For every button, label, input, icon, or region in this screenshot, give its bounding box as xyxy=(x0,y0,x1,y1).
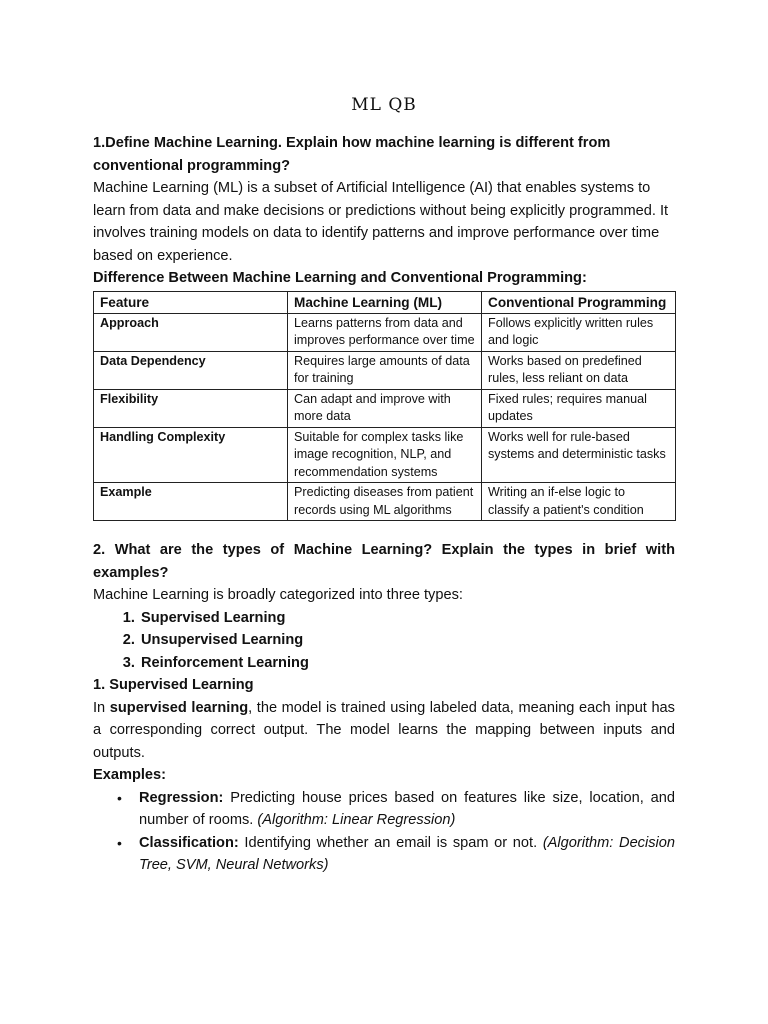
table-cell-ml: Suitable for complex tasks like image recognition, NLP, and recommendation systems xyxy=(288,427,482,483)
table-header-row xyxy=(94,291,676,313)
examples-list xyxy=(93,787,675,877)
section-spacer xyxy=(93,521,675,539)
example-algorithm: (Algorithm: Linear Regression) xyxy=(257,812,456,828)
table-cell-conventional: Follows explicitly written rules and logic xyxy=(482,313,676,351)
supervised-paragraph xyxy=(93,697,675,765)
bullet-icon: • xyxy=(117,789,122,806)
example-term: Classification: xyxy=(139,834,239,851)
table-header-cell: Conventional Programming xyxy=(482,291,676,313)
table-row xyxy=(94,483,676,521)
text-run-bold: supervised learning xyxy=(109,699,249,716)
table-title: Difference Between Machine Learning and Conventional Programming: xyxy=(93,270,587,286)
question-2: 2. What are the types of Machine Learning? Explain the types in brief with examples? xyxy=(93,542,675,581)
table-cell-conventional: Works based on predefined rules, less reliant on data xyxy=(482,351,676,389)
list-item xyxy=(117,787,675,832)
table-row xyxy=(94,389,676,427)
text-run: In xyxy=(93,699,110,716)
example-desc: Identifying whether an email is spam or not. xyxy=(238,834,543,851)
table-row xyxy=(94,427,676,483)
document-page xyxy=(93,92,675,877)
table-cell-ml: Predicting diseases from patient records using ML algorithms xyxy=(288,483,482,521)
table-row xyxy=(94,313,676,351)
table-cell-feature: Example xyxy=(94,483,288,521)
example-algorithm: (Algorithm: Decision Tree, SVM, Neural Networks) xyxy=(139,834,675,873)
example-desc: Predicting house prices based on features like size, location, and number of rooms. xyxy=(139,789,675,828)
comparison-table xyxy=(93,291,676,522)
examples-label: Examples: xyxy=(93,767,167,783)
table-cell-ml: Can adapt and improve with more data xyxy=(288,389,482,427)
table-cell-conventional: Writing an if-else logic to classify a patient's condition xyxy=(482,483,676,521)
list-item xyxy=(139,629,675,652)
list-item xyxy=(117,832,675,877)
list-item-label: Unsupervised Learning xyxy=(141,632,304,648)
table-cell-conventional: Fixed rules; requires manual updates xyxy=(482,389,676,427)
table-cell-feature: Data Dependency xyxy=(94,351,288,389)
list-item-label: Supervised Learning xyxy=(141,609,286,626)
table-cell-ml: Requires large amounts of data for training xyxy=(288,351,482,389)
answer-2-intro: Machine Learning is broadly categorized into three types: xyxy=(93,587,463,603)
table-row xyxy=(94,351,676,389)
question-1: 1.Define Machine Learning. Explain how machine learning is different from conventional programming? xyxy=(93,135,611,174)
bullet-icon: • xyxy=(117,834,122,851)
ml-types-list xyxy=(93,607,675,675)
document-title: ML QB xyxy=(351,95,417,115)
table-header-cell: Feature xyxy=(94,291,288,313)
table-header-cell: Machine Learning (ML) xyxy=(288,291,482,313)
example-term: Regression: xyxy=(139,789,224,806)
list-item xyxy=(139,652,675,675)
answer-1-paragraph: Machine Learning (ML) is a subset of Artificial Intelligence (AI) that enables systems to learn from data and make decisions or predictions without being explicitly programmed. It involves training models on data to identify patterns and improve performance over time based on experience. xyxy=(93,180,669,264)
text-run: , the model is trained using labeled data, meaning each input has a corresponding correct output. The model learns the mapping between inputs and outputs. xyxy=(93,699,675,761)
supervised-heading: 1. Supervised Learning xyxy=(93,677,254,693)
list-item-label: Reinforcement Learning xyxy=(141,654,309,671)
table-cell-conventional: Works well for rule-based systems and deterministic tasks xyxy=(482,427,676,483)
table-cell-ml: Learns patterns from data and improves performance over time xyxy=(288,313,482,351)
table-cell-feature: Handling Complexity xyxy=(94,427,288,483)
table-cell-feature: Approach xyxy=(94,313,288,351)
table-cell-feature: Flexibility xyxy=(94,389,288,427)
list-item xyxy=(139,607,675,630)
